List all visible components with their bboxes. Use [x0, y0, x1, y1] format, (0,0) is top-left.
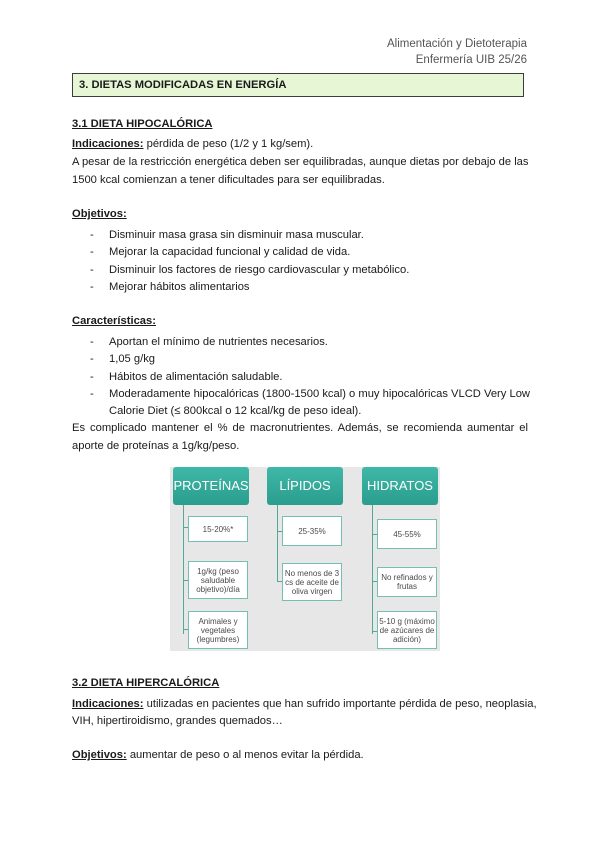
diagram-cell: 5-10 g (máximo de azúcares de adición): [377, 611, 437, 649]
macronutrient-diagram: [170, 467, 440, 651]
caract-last-line-2: Calorie Diet (≤ 800kcal o 12 kcal/kg de peso ideal).: [109, 405, 362, 417]
paragraph-line-1: A pesar de la restricción energética deben ser equilibradas, aunque dietas por debajo de las: [72, 156, 529, 168]
subsection-title-hipercalorica: 3.2 DIETA HIPERCALÓRICA: [72, 677, 220, 689]
indicaciones-label: Indicaciones:: [72, 698, 144, 710]
paragraph-line-2: 1500 kcal comienzan a tener dificultades para ser equilibradas.: [72, 174, 385, 186]
indicaciones-text: utilizadas en pacientes que han sufrido importante pérdida de peso, neoplasia,: [146, 698, 537, 710]
subsection-title-hipocalorica: 3.1 DIETA HIPOCALÓRICA: [72, 118, 213, 130]
caract-last-line-1: Moderadamente hipocalóricas (1800-1500 kcal) o muy hipocalóricas VLCD Very Low: [109, 388, 530, 400]
list-item: - Mejorar la capacidad funcional y calidad de vida.: [90, 246, 351, 259]
list-dash: -: [90, 388, 94, 400]
list-item: - Disminuir masa grasa sin disminuir masa muscular.: [90, 229, 364, 241]
objetivos-label: Objetivos:: [72, 208, 127, 220]
caracteristicas-list: [90, 336, 328, 388]
objetivos-hiper: [72, 749, 364, 761]
list-item: - 1,05 g/kg: [90, 353, 156, 366]
objetivos-label: Objetivos:: [72, 749, 127, 761]
diagram-header-hidratos: HIDRATOS: [362, 467, 438, 505]
indicaciones-hiper: [72, 698, 537, 710]
section-title-box: 3. DIETAS MODIFICADAS EN ENERGÍA: [72, 73, 524, 97]
list-item: - Disminuir los factores de riesgo cardiovascular y metabólico.: [90, 263, 410, 276]
page-header: [387, 36, 527, 68]
indicaciones-hiper-line-2: VIH, hipertiroidismo, grandes quemados…: [72, 715, 283, 727]
objetivos-text: aumentar de peso o al menos evitar la pérdida.: [129, 749, 364, 761]
diagram-cell: 1g/kg (peso saludable objetivo)/día: [188, 561, 248, 599]
objetivos-list: [90, 229, 410, 298]
diagram-cell: 15-20%*: [188, 516, 248, 542]
diagram-cell: No menos de 3 cs de aceite de oliva virgen: [282, 563, 342, 601]
closing-line-2: aporte de proteínas a 1g/kg/peso.: [72, 440, 240, 452]
header-institution: Enfermería UIB 25/26: [415, 54, 527, 66]
header-course: Alimentación y Dietoterapia: [387, 38, 527, 50]
indicaciones-hipo: [72, 138, 313, 150]
closing-line-1: Es complicado mantener el % de macronutrientes. Además, se recomienda aumentar el: [72, 422, 528, 434]
list-item: - Aportan el mínimo de nutrientes necesarios.: [90, 336, 328, 348]
caracteristicas-label: Características:: [72, 315, 156, 327]
diagram-header-lipidos: LÍPIDOS: [267, 467, 343, 505]
indicaciones-text: pérdida de peso (1/2 y 1 kg/sem).: [146, 138, 314, 150]
diagram-cell: 45-55%: [377, 519, 437, 549]
list-item: - Hábitos de alimentación saludable.: [90, 370, 283, 383]
diagram-cell: Animales y vegetales (legumbres): [188, 611, 248, 649]
diagram-header-proteinas: PROTEÍNAS: [173, 467, 249, 505]
diagram-cell: No refinados y frutas: [377, 567, 437, 597]
list-item: - Mejorar hábitos alimentarios: [90, 280, 250, 293]
indicaciones-label: Indicaciones:: [72, 138, 144, 150]
diagram-cell: 25-35%: [282, 516, 342, 546]
